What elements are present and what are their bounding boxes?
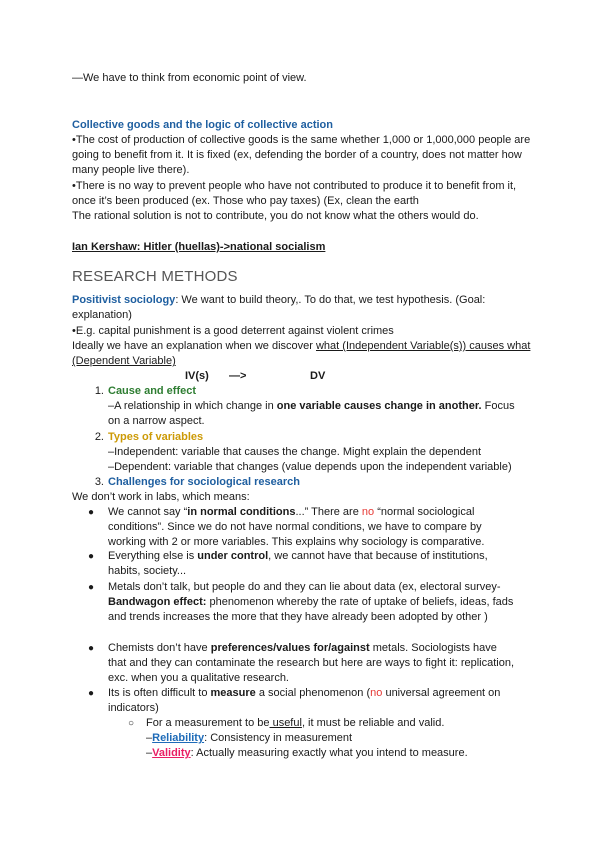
bullet-1-text bbox=[108, 505, 516, 551]
item-2-number: 2. bbox=[94, 431, 104, 443]
numbered-item-3 bbox=[90, 475, 520, 490]
item-1-text-post: Focus on a narrow aspect. bbox=[108, 400, 515, 428]
bullet-item-5 bbox=[88, 686, 516, 716]
item-1-text-pre: –A relationship in which change in bbox=[108, 400, 277, 413]
bullet-5-d: universal agreement on indicators) bbox=[108, 687, 501, 715]
sub-bullet-measurement bbox=[128, 716, 520, 731]
item-3-title: Challenges for sociological research bbox=[108, 476, 300, 488]
ideally-text: Ideally we have an explanation when we discover bbox=[72, 340, 316, 352]
item-2-line-2: –Dependent: variable that changes (value depends upon the independent variable) bbox=[108, 461, 512, 474]
kershaw-line: Ian Kershaw: Hitler (huellas)->national socialism bbox=[72, 241, 326, 253]
reliability-text: : Consistency in measurement bbox=[204, 732, 353, 744]
positivist-text: : We want to build theory,. To do that, we test hypothesis. (Goal: explanation) bbox=[72, 294, 486, 322]
item-3-number: 3. bbox=[94, 476, 104, 488]
sub-bullet-b: useful bbox=[269, 717, 302, 729]
collective-paragraph-2: •There is no way to prevent people who have not contributed to produce it to benefit from it, once it’s been produced (ex. Those who pay taxes) (Ex, clean the earth bbox=[72, 180, 517, 208]
sub-bullet-text bbox=[146, 716, 520, 731]
bullet-item-3 bbox=[88, 580, 516, 626]
intro-line: —We have to think from economic point of view. bbox=[72, 72, 307, 84]
collective-goods-heading: Collective goods and the logic of collective action bbox=[72, 119, 333, 131]
bullet-3-a: Metals don’t talk, but people do and they can lie about data (ex, electoral survey- bbox=[108, 581, 501, 593]
bullet-2-a: Everything else is bbox=[108, 550, 198, 562]
item-1-text bbox=[108, 399, 520, 429]
numbered-item-2 bbox=[90, 430, 520, 476]
positivist-label: Positivist sociology bbox=[72, 294, 176, 306]
bullet-2-c: , we cannot have that because of institutions, habits, society... bbox=[108, 550, 488, 578]
item-1-title: Cause and effect bbox=[108, 385, 197, 397]
bullet-5-c: a social phenomenon ( bbox=[255, 687, 371, 699]
validity-line bbox=[146, 746, 520, 761]
labs-line: We don’t work in labs, which means: bbox=[72, 491, 250, 503]
validity-text: : Actually measuring exactly what you intend to measure. bbox=[190, 747, 468, 759]
arrow-label: —> bbox=[229, 370, 247, 382]
bullet-item-4 bbox=[88, 641, 516, 687]
ideally-underlined: what (Independent Variable(s)) causes what (Dependent Variable) bbox=[72, 340, 531, 368]
bullet-1-dot: ● bbox=[88, 507, 95, 518]
bullet-4-a: Chemists don’t have bbox=[108, 642, 211, 654]
collective-paragraph-1: •The cost of production of collective goods is the same whether 1,000 or 1,000,000 people are going to benefit from it. It is fixed (ex, defending the border of a country, does not matter how many people live there). bbox=[72, 134, 531, 177]
bullet-item-2 bbox=[88, 549, 516, 579]
numbered-item-1 bbox=[90, 384, 520, 430]
positivist-paragraph bbox=[72, 293, 534, 323]
bullet-1-c: ...” There are bbox=[295, 506, 362, 518]
dv-label: DV bbox=[310, 370, 326, 382]
bullet-item-1 bbox=[88, 505, 516, 551]
item-1-text-bold: one variable causes change in another. bbox=[276, 400, 482, 413]
reliability-dash: – bbox=[146, 732, 153, 744]
ideally-paragraph bbox=[72, 339, 534, 369]
bullet-5-a: Its is often difficult to bbox=[108, 687, 211, 699]
reliability-label: Reliability bbox=[152, 732, 205, 744]
bullet-1-d: “normal sociological conditions”. Since we do not have normal conditions, we have to compare by working with 2 or more variables. This explains why sociology is comparative. bbox=[108, 506, 485, 549]
bullet-4-dot: ● bbox=[88, 643, 95, 654]
bullet-1-b: in normal conditions bbox=[187, 506, 296, 518]
bullet-5-dot: ● bbox=[88, 688, 95, 699]
validity-dash: – bbox=[146, 747, 153, 759]
item-2-title: Types of variables bbox=[108, 431, 204, 443]
bullet-3-dot: ● bbox=[88, 582, 95, 593]
bullet-2-text bbox=[108, 549, 516, 579]
iv-dv-row bbox=[72, 369, 534, 384]
bullet-5-b: measure bbox=[210, 687, 256, 699]
bullet-1-no: no bbox=[361, 506, 375, 518]
bullet-1-a: We cannot say “ bbox=[108, 506, 188, 518]
bullet-2-b: under control bbox=[197, 550, 269, 562]
bullet-4-text bbox=[108, 641, 516, 687]
bullet-2-dot: ● bbox=[88, 551, 95, 562]
bullet-5-no: no bbox=[370, 687, 383, 699]
bullet-3-text bbox=[108, 580, 516, 626]
sub-bullet-circle: ○ bbox=[128, 718, 135, 729]
item-1-number: 1. bbox=[94, 385, 104, 397]
collective-paragraph-3: The rational solution is not to contribute, you do not know what the others would do. bbox=[72, 210, 479, 222]
section-title: RESEARCH METHODS bbox=[72, 268, 238, 285]
bullet-4-c: metals. Sociologists have that and they can contaminate the research but here are ways to fight it: replication, exc. when you a qualitative research. bbox=[108, 642, 515, 685]
validity-label: Validity bbox=[152, 747, 191, 759]
bullet-4-b: preferences/values for/against bbox=[210, 642, 370, 654]
sub-bullet-a: For a measurement to be bbox=[146, 717, 270, 729]
iv-label: IV(s) bbox=[185, 370, 209, 382]
example-line: •E.g. capital punishment is a good deterrent against violent crimes bbox=[72, 325, 394, 337]
bullet-5-text bbox=[108, 686, 516, 716]
sub-bullet-c: , it must be reliable and valid. bbox=[301, 717, 445, 729]
bullet-3-c: phenomenon whereby the rate of uptake of beliefs, ideas, fads and trends increases the more that they have already been adopted by other ) bbox=[108, 596, 514, 624]
reliability-line bbox=[146, 731, 520, 746]
bullet-3-b: Bandwagon effect: bbox=[108, 596, 207, 609]
item-2-line-1: –Independent: variable that causes the change. Might explain the dependent bbox=[108, 446, 482, 459]
